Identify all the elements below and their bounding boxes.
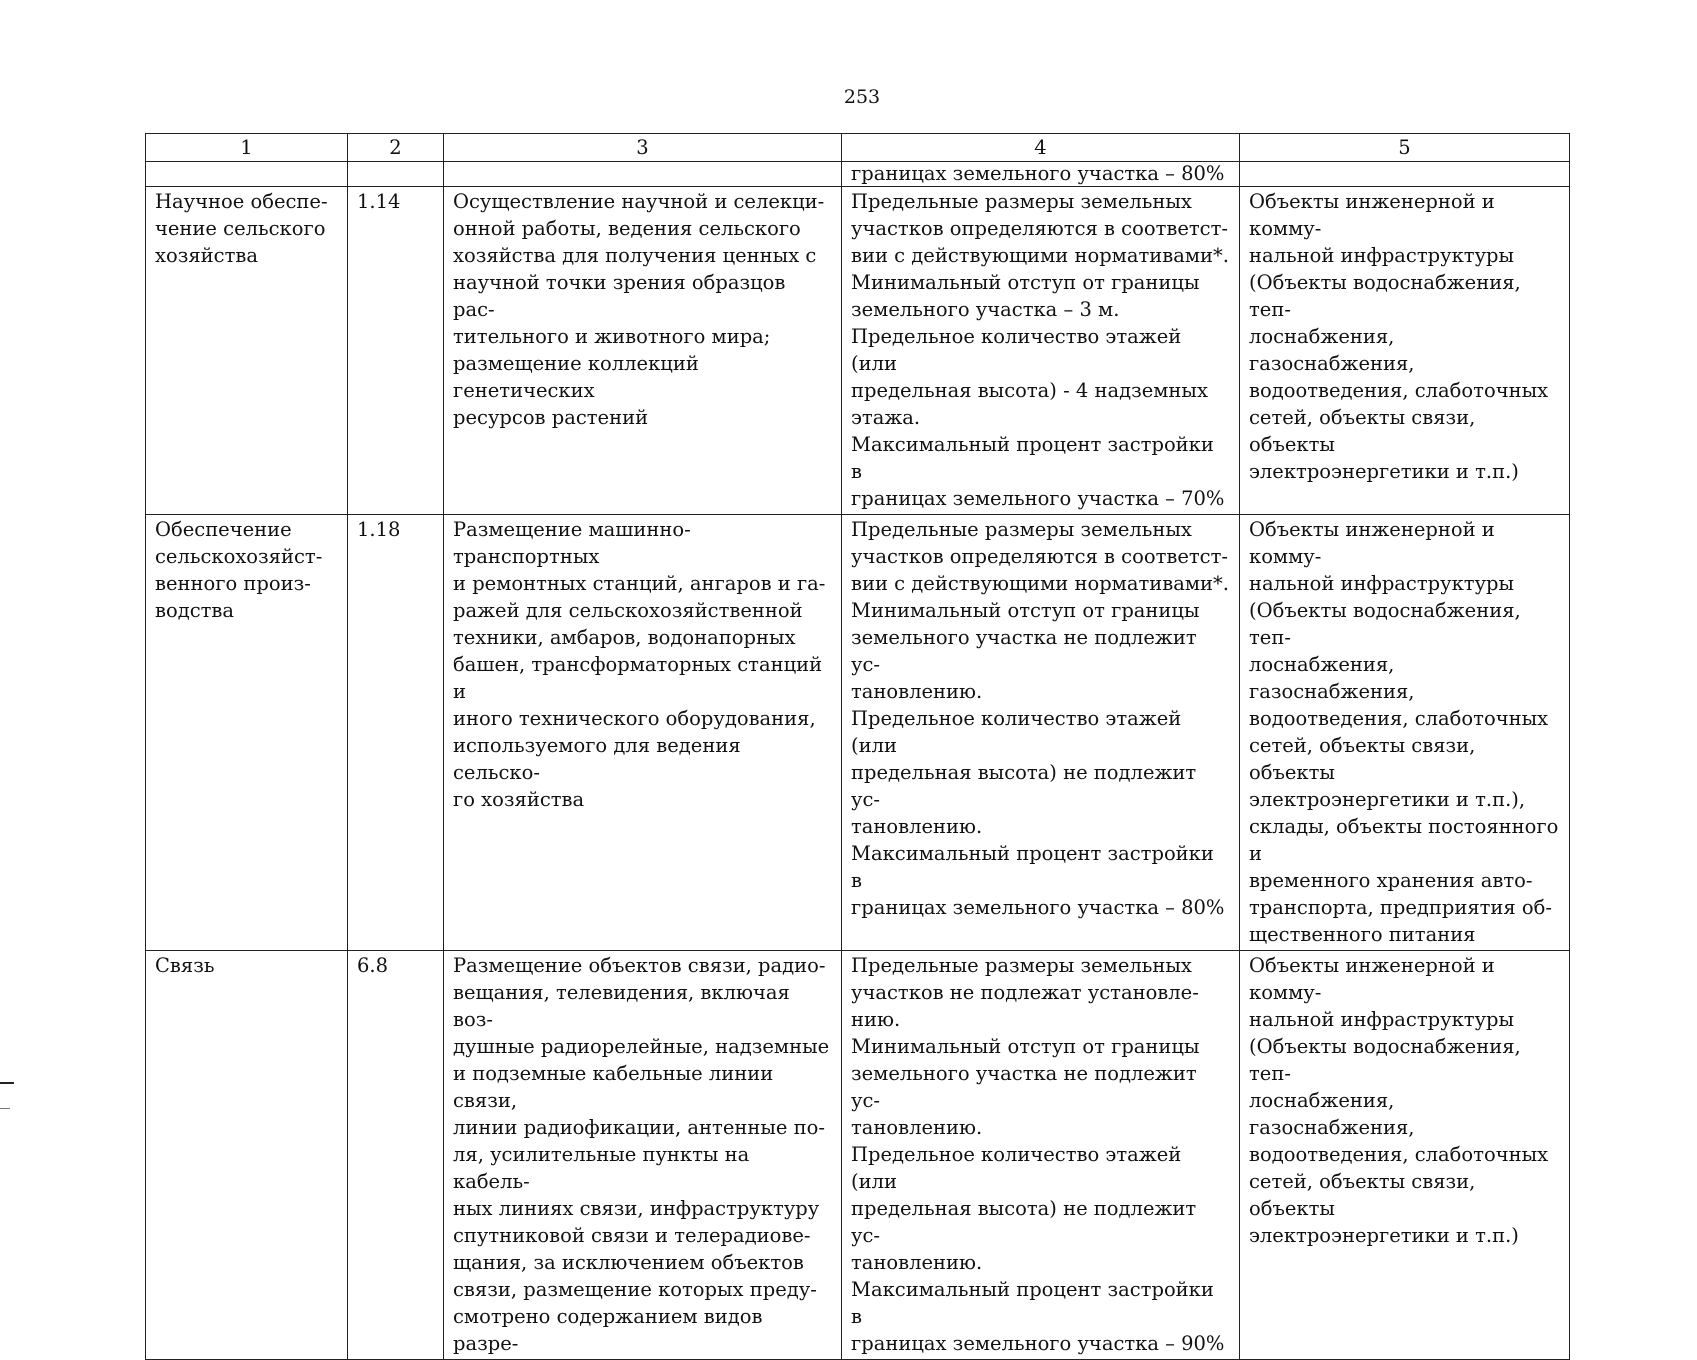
- limit-parameters-cell: Предельные размеры земельных участков не подлежат установле- нию. Минимальный отступ от границы земельного участка не подлежит ус- тановлению. Предельное количество этажей (или предельная высота) не подлежит ус- тановлению. Максимальный процент застройки в границах земельного участка – 90%: [842, 951, 1240, 1360]
- limit-parameters-cell: Предельные размеры земельных участков определяются в соответст- вии с действующими нормативами*. Минимальный отступ от границы земельного участка – 3 м. Предельное количество этажей (или предельная высота) - 4 надземных этажа. Максимальный процент застройки в границах земельного участка – 70%: [842, 187, 1240, 515]
- table-row: [146, 951, 1570, 1360]
- use-description-cell: Осуществление научной и селекци- онной работы, ведения сельского хозяйства для получения ценных с научной точки зрения образцов рас- тительного и животного мира; размещение коллекций генетических ресурсов растений: [444, 187, 842, 515]
- scan-edge-mark: [0, 1108, 10, 1109]
- use-description-cell: Размещение машинно-транспортных и ремонтных станций, ангаров и га- ражей для сельскохозяйственной техники, амбаров, водонапорных башен, трансформаторных станций и иного технического оборудования, используемого для ведения сельско- го хозяйства: [444, 515, 842, 951]
- use-code-cell: 6.8: [348, 951, 444, 1360]
- header-col-4: 4: [842, 134, 1240, 162]
- continuation-row: [146, 162, 1570, 187]
- permitted-objects-cell: Объекты инженерной и комму- нальной инфраструктуры (Объекты водоснабжения, теп- лоснабжения, газоснабжения, водоотведения, слаботочных сетей, объекты связи, объекты электроэнергетики и т.п.): [1240, 187, 1570, 515]
- zoning-table: [145, 133, 1570, 1360]
- use-description-cell: Размещение объектов связи, радио- вещания, телевидения, включая воз- душные радиорелейные, надземные и подземные кабельные линии связи, линии радиофикации, антенные по- ля, усилительные пункты на кабель- ных линиях связи, инфраструктуру спутниковой связи и телерадиове- щания, за исключением объектов связи, размещение которых преду- смотрено содержанием видов разре-: [444, 951, 842, 1360]
- header-col-5: 5: [1240, 134, 1570, 162]
- header-col-2: 2: [348, 134, 444, 162]
- use-name-cell: Научное обеспе- чение сельского хозяйства: [146, 187, 348, 515]
- scan-edge-mark: [0, 1082, 14, 1084]
- use-code-cell: 1.14: [348, 187, 444, 515]
- use-code-cell: 1.18: [348, 515, 444, 951]
- table-row: [146, 515, 1570, 951]
- continuation-cell-1: [146, 162, 348, 187]
- header-col-1: 1: [146, 134, 348, 162]
- use-name-cell: Связь: [146, 951, 348, 1360]
- continuation-cell-3: [444, 162, 842, 187]
- use-name-cell: Обеспечение сельскохозяйст- венного произ- водства: [146, 515, 348, 951]
- permitted-objects-cell: Объекты инженерной и комму- нальной инфраструктуры (Объекты водоснабжения, теп- лоснабжения, газоснабжения, водоотведения, слаботочных сетей, объекты связи, объекты электроэнергетики и т.п.), склады, объекты постоянного и временного хранения авто- транспорта, предприятия об- щественного питания: [1240, 515, 1570, 951]
- continuation-cell-4: границах земельного участка – 80%: [842, 162, 1240, 187]
- limit-parameters-cell: Предельные размеры земельных участков определяются в соответст- вии с действующими нормативами*. Минимальный отступ от границы земельного участка не подлежит ус- тановлению. Предельное количество этажей (или предельная высота) не подлежит ус- тановлению. Максимальный процент застройки в границах земельного участка – 80%: [842, 515, 1240, 951]
- permitted-objects-cell: Объекты инженерной и комму- нальной инфраструктуры (Объекты водоснабжения, теп- лоснабжения, газоснабжения, водоотведения, слаботочных сетей, объекты связи, объекты электроэнергетики и т.п.): [1240, 951, 1570, 1360]
- continuation-cell-2: [348, 162, 444, 187]
- table-header-row: [146, 134, 1570, 162]
- table-row: [146, 187, 1570, 515]
- header-col-3: 3: [444, 134, 842, 162]
- continuation-cell-5: [1240, 162, 1570, 187]
- page-number: 253: [843, 86, 881, 108]
